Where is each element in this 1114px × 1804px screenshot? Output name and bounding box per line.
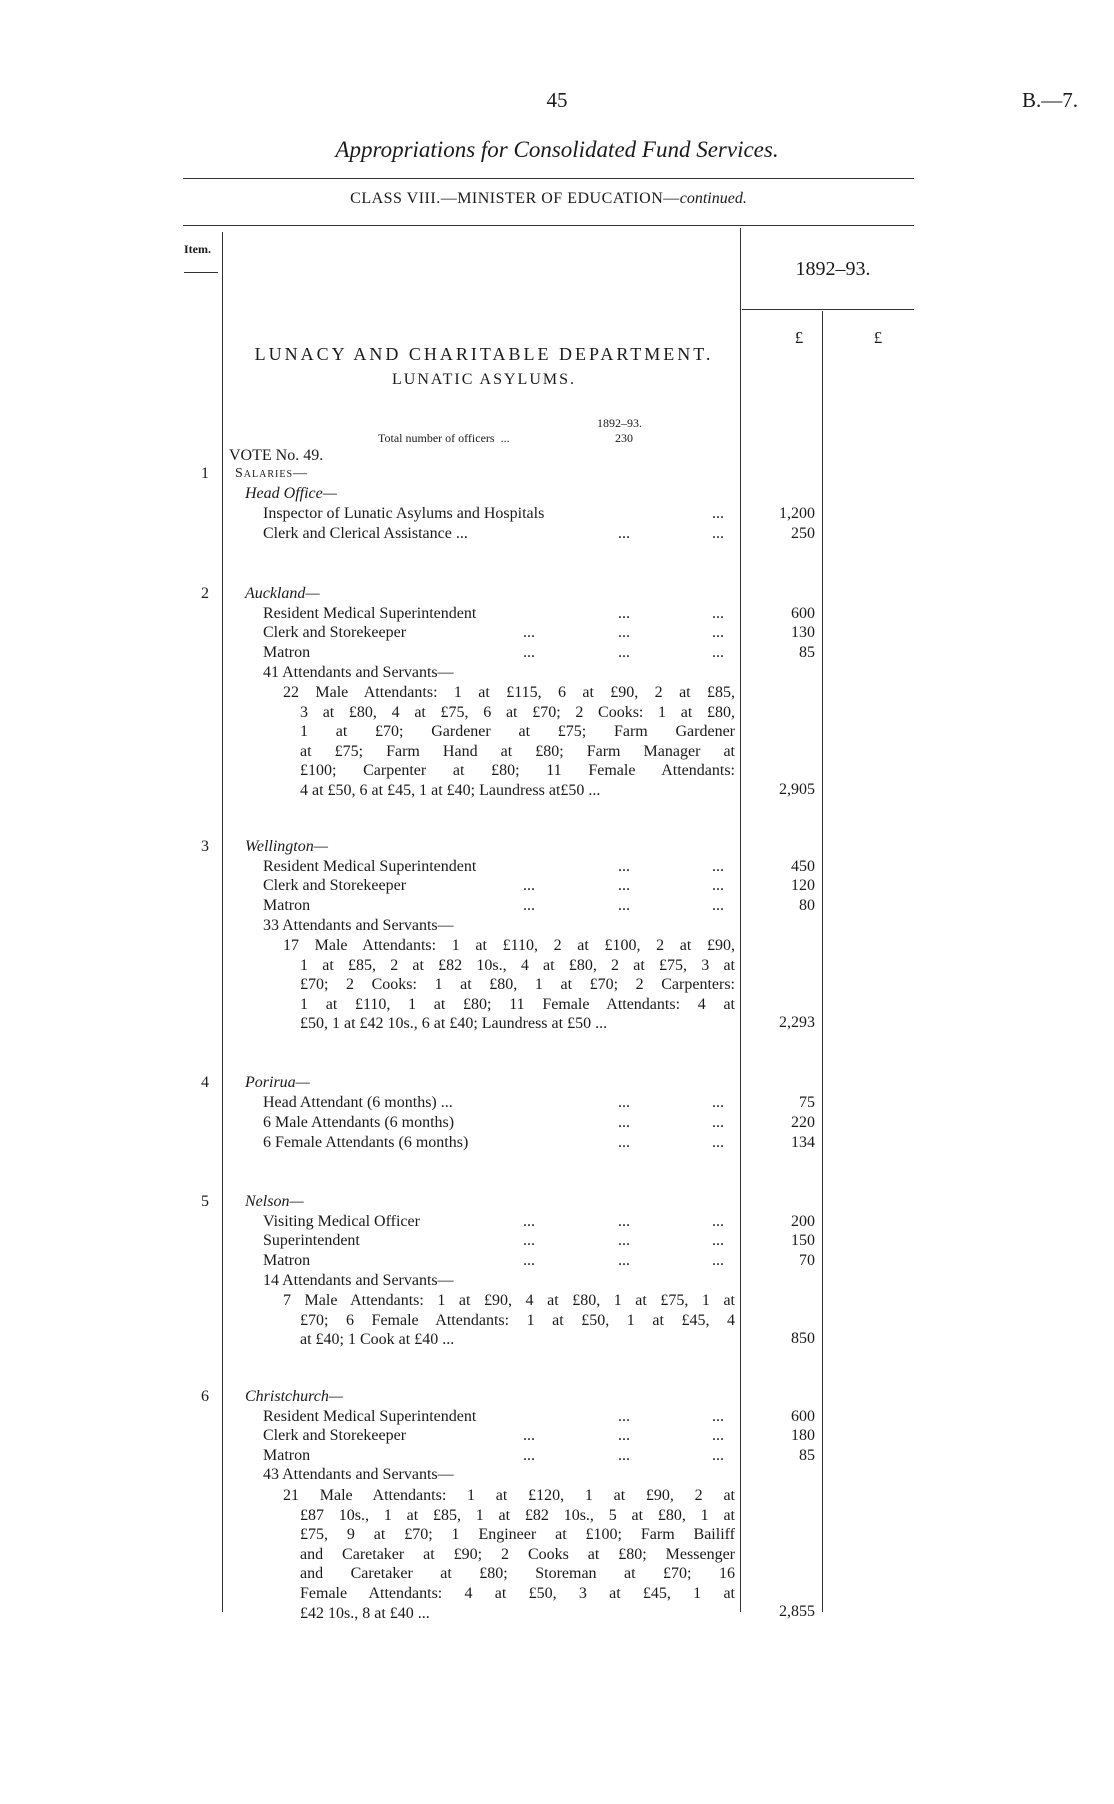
vote-number: VOTE No. 49. <box>229 447 324 464</box>
entry-amount: 180 <box>791 1427 815 1444</box>
leader-dots: ... <box>618 897 630 914</box>
entry-amount: 2,905 <box>779 781 815 798</box>
entry-text: Matron <box>263 897 311 914</box>
location-heading: Auckland— <box>245 585 320 602</box>
leader-dots: ... <box>712 1134 724 1151</box>
entry-amount: 120 <box>791 877 815 894</box>
year-header-rule <box>742 309 914 310</box>
leader-dots: ... <box>712 644 724 661</box>
leader-dots: ... <box>712 877 724 894</box>
entry-text: Matron <box>263 1252 311 1269</box>
entry-amount: 220 <box>791 1114 815 1131</box>
entry-amount: 150 <box>791 1232 815 1249</box>
item-header-rule <box>184 272 218 273</box>
leader-dots: ... <box>712 1408 724 1425</box>
officers-count: 230 <box>615 431 633 445</box>
leader-dots: ... <box>712 1427 724 1444</box>
attendants-heading: 41 Attendants and Servants— <box>263 664 454 681</box>
leader-dots: ... <box>618 877 630 894</box>
leader-dots: ... <box>618 1114 630 1131</box>
entry-text: Head Attendant (6 months) ... <box>263 1094 453 1111</box>
leader-dots: ... <box>712 605 724 622</box>
leader-dots: ... <box>712 1094 724 1111</box>
amount-inner-rule <box>822 311 823 1612</box>
officers-label: Total number of officers ... <box>378 431 510 445</box>
entry-text: Matron <box>263 1447 311 1464</box>
entry-amount: 70 <box>799 1252 815 1269</box>
item-number: 1 <box>201 465 209 482</box>
leader-dots: ... <box>523 1427 535 1444</box>
entry-text: Inspector of Lunatic Asylums and Hospitals <box>263 505 545 522</box>
entry-amount: 600 <box>791 605 815 622</box>
title-rule <box>183 178 914 179</box>
leader-dots: ... <box>712 525 724 542</box>
leader-dots: ... <box>712 624 724 641</box>
leader-dots: ... <box>618 1232 630 1249</box>
attendants-detail: 22 Male Attendants: 1 at £115, 6 at £90, 2 at £85, 3 at £80, 4 at £75, 6 at £70; 2 Cooks: 1 at £80, 1 at £70; Gardener at £75; Farm Gardener at £75; Farm Hand at £80; Farm Manager at £100; Carpenter at £80; 11 Female Attendants: 4 at £50, 6 at £45, 1 at £40; Laundress at£50 ... <box>283 684 735 799</box>
leader-dots: ... <box>712 1252 724 1269</box>
attendants-detail: 21 Male Attendants: 1 at £120, 1 at £90, 2 at £87 10s., 1 at £85, 1 at £82 10s., 5 at £80, 1 at £75, 9 at £70; 1 Engineer at £100; Farm Bailiff and Caretaker at £90; 2 Cooks at £80; Messenger and Caretaker at £80; Storeman at £70; 16 Female Attendants: 4 at £50, 3 at £45, 1 at £42 10s., 8 at £40 ... <box>283 1487 735 1622</box>
item-column-rule <box>222 232 223 1612</box>
leader-dots: ... <box>712 1213 724 1230</box>
leader-dots: ... <box>618 605 630 622</box>
leader-dots: ... <box>618 1252 630 1269</box>
entry-amount: 75 <box>799 1094 815 1111</box>
entry-text: Clerk and Clerical Assistance ... <box>263 525 468 542</box>
leader-dots: ... <box>523 1447 535 1464</box>
leader-dots: ... <box>523 1213 535 1230</box>
entry-text: Resident Medical Superintendent <box>263 605 477 622</box>
amount-column-rule <box>740 228 741 1612</box>
entry-text: Superintendent <box>263 1232 360 1249</box>
leader-dots: ... <box>523 877 535 894</box>
attendants-detail: 7 Male Attendants: 1 at £90, 4 at £80, 1 at £75, 1 at £70; 6 Female Attendants: 1 at £50, 1 at £45, 4 at £40; 1 Cook at £40 ... <box>283 1292 735 1349</box>
salaries-heading: Salaries— <box>235 466 309 481</box>
leader-dots: ... <box>523 624 535 641</box>
entry-text: 6 Male Attendants (6 months) <box>263 1114 455 1131</box>
entry-amount: 450 <box>791 858 815 875</box>
attendants-detail: 17 Male Attendants: 1 at £110, 2 at £100, 2 at £90, 1 at £85, 2 at £82 10s., 4 at £80, 2 at £75, 3 at £70; 2 Cooks: 1 at £80, 1 at £70; 2 Carpenters: 1 at £110, 1 at £80; 11 Female Attendants: 4 at £50, 1 at £42 10s., 6 at £40; Laundress at £50 ... <box>283 937 735 1033</box>
leader-dots: ... <box>712 1232 724 1249</box>
leader-dots: ... <box>618 1134 630 1151</box>
location-heading: Porirua— <box>245 1074 310 1091</box>
leader-dots: ... <box>618 525 630 542</box>
leader-dots: ... <box>618 1427 630 1444</box>
page-number: 45 <box>546 88 568 112</box>
item-column-header: Item. <box>184 242 211 256</box>
leader-dots: ... <box>712 1447 724 1464</box>
item-number: 5 <box>201 1193 209 1210</box>
class-heading-main: CLASS VIII.—MINISTER OF EDUCATION— <box>350 190 680 207</box>
department-heading: LUNACY AND CHARITABLE DEPARTMENT. <box>254 344 714 364</box>
entry-text: Matron <box>263 644 311 661</box>
entry-amount: 80 <box>799 897 815 914</box>
entry-text: Resident Medical Superintendent <box>263 858 477 875</box>
entry-amount: 130 <box>791 624 815 641</box>
location-heading: Nelson— <box>245 1193 304 1210</box>
currency-header-1: £ <box>794 328 804 347</box>
head-office-heading: Head Office— <box>245 485 337 502</box>
table-top-rule <box>183 225 914 226</box>
entry-amount: 1,200 <box>779 505 815 522</box>
officers-year: 1892–93. <box>597 416 642 430</box>
leader-dots: ... <box>523 644 535 661</box>
entry-amount: 134 <box>791 1134 815 1151</box>
attendants-heading: 33 Attendants and Servants— <box>263 917 454 934</box>
entry-amount: 2,293 <box>779 1014 815 1031</box>
leader-dots: ... <box>712 858 724 875</box>
page-title: Appropriations for Consolidated Fund Services. <box>335 137 779 162</box>
entry-text: Resident Medical Superintendent <box>263 1408 477 1425</box>
leader-dots: ... <box>618 1094 630 1111</box>
entry-amount: 2,855 <box>779 1603 815 1620</box>
leader-dots: ... <box>618 1213 630 1230</box>
attendants-heading: 14 Attendants and Servants— <box>263 1272 454 1289</box>
entry-amount: 600 <box>791 1408 815 1425</box>
leader-dots: ... <box>523 897 535 914</box>
item-number: 2 <box>201 585 209 602</box>
item-number: 4 <box>201 1074 209 1091</box>
currency-header-2: £ <box>873 328 883 347</box>
location-heading: Christchurch— <box>245 1388 344 1405</box>
year-column-header: 1892–93. <box>795 258 871 280</box>
leader-dots: ... <box>712 505 724 522</box>
leader-dots: ... <box>618 644 630 661</box>
item-number: 3 <box>201 838 209 855</box>
entry-text: Visiting Medical Officer <box>263 1213 420 1230</box>
entry-amount: 200 <box>791 1213 815 1230</box>
leader-dots: ... <box>712 897 724 914</box>
class-heading <box>183 190 914 208</box>
leader-dots: ... <box>618 858 630 875</box>
entry-text: Clerk and Storekeeper <box>263 877 407 894</box>
attendants-heading: 43 Attendants and Servants— <box>263 1466 454 1483</box>
entry-amount: 85 <box>799 1447 815 1464</box>
sub-department-heading: LUNATIC ASYLUMS. <box>391 371 576 388</box>
entry-text: Clerk and Storekeeper <box>263 1427 407 1444</box>
leader-dots: ... <box>523 1252 535 1269</box>
leader-dots: ... <box>618 624 630 641</box>
location-heading: Wellington— <box>245 838 328 855</box>
leader-dots: ... <box>712 1114 724 1131</box>
entry-text: Clerk and Storekeeper <box>263 624 407 641</box>
leader-dots: ... <box>618 1408 630 1425</box>
entry-amount: 850 <box>791 1330 815 1347</box>
document-code: B.—7. <box>1021 88 1078 112</box>
leader-dots: ... <box>523 1232 535 1249</box>
leader-dots: ... <box>618 1447 630 1464</box>
item-number: 6 <box>201 1388 209 1405</box>
entry-text: 6 Female Attendants (6 months) <box>263 1134 469 1151</box>
entry-amount: 250 <box>791 525 815 542</box>
class-heading-suffix: continued. <box>679 190 747 207</box>
entry-amount: 85 <box>799 644 815 661</box>
